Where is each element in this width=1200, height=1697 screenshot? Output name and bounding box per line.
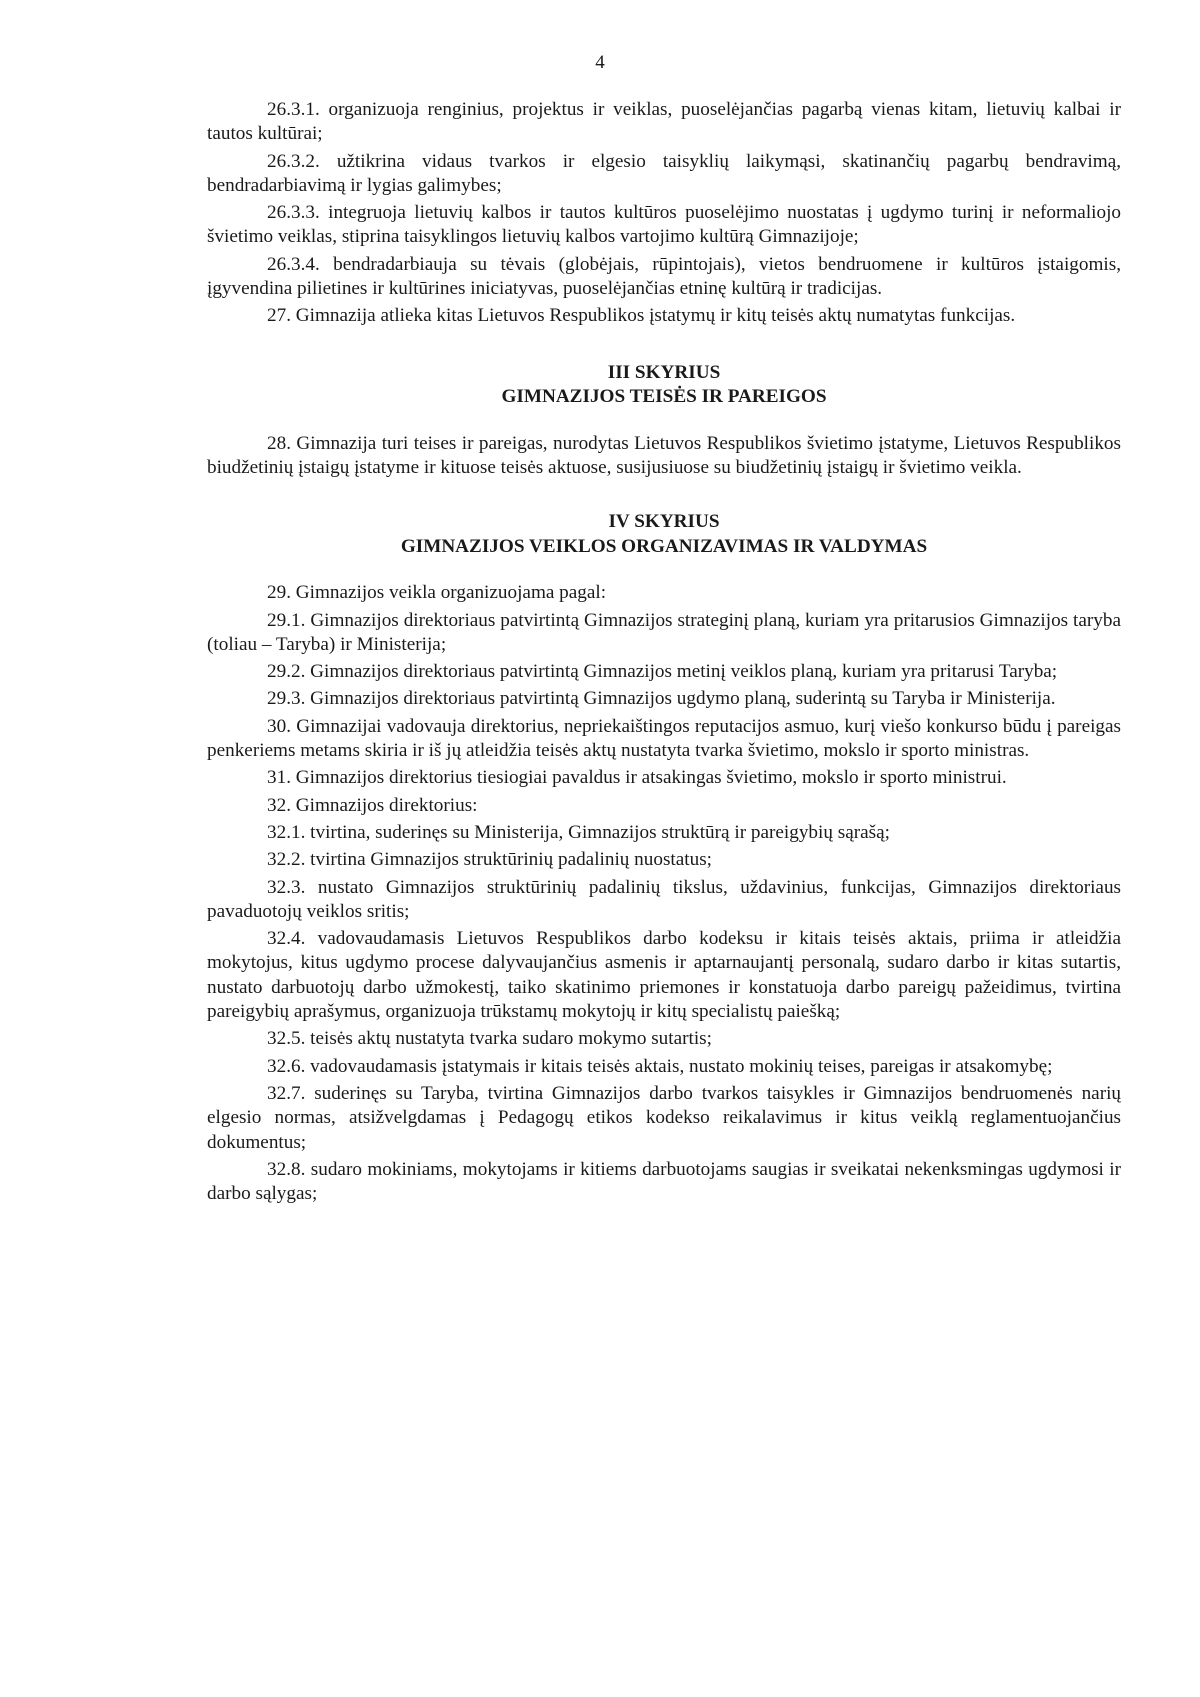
paragraph-26-3-1 (207, 98, 1121, 147)
paragraph-32-5 (207, 1027, 1121, 1051)
paragraph-number: 28. (267, 432, 291, 454)
section-heading-3 (207, 361, 1121, 410)
paragraph-text: tvirtina Gimnazijos struktūrinių padalinių nuostatus; (310, 849, 712, 871)
paragraph-text: vadovaudamasis Lietuvos Respublikos darbo kodeksu ir kitais teisės aktais, priima ir atleidžia mokytojus, kitus ugdymo procese dalyvaujančius asmenis ir aptarnaujantį personalą, sudaro darbo ir kitas sutartis, nustato darbuotojų darbo užmokestį, taiko skatinimo priemones ir konstatuoja darbo pareigų pažeidimus, tvirtina pareigybių aprašymus, organizuoja trūkstamų mokytojų ir kitų specialistų paiešką; (207, 928, 1122, 1023)
paragraph-number: 26.3.4. (267, 253, 320, 275)
paragraph-text: tvirtina, suderinęs su Ministerija, Gimnazijos struktūrą ir pareigybių sąrašą; (310, 821, 890, 843)
paragraph-number: 29.1. (267, 609, 306, 631)
paragraph-27 (207, 304, 1121, 328)
paragraph-text: Gimnazijos direktoriaus patvirtintą Gimnazijos ugdymo planą, suderintą su Taryba ir Ministerija. (310, 688, 1056, 710)
page-number: 4 (595, 52, 605, 73)
paragraph-number: 32.5. (267, 1028, 306, 1050)
paragraph-number: 29.2. (267, 661, 306, 683)
section-heading-4 (207, 510, 1121, 559)
paragraph-number: 32. (267, 794, 291, 816)
paragraph-text: Gimnazijos direktorius tiesiogiai pavaldus ir atsakingas švietimo, mokslo ir sporto ministrui. (295, 767, 1007, 789)
paragraph-29-1 (207, 609, 1121, 658)
paragraph-32-1 (207, 821, 1121, 845)
paragraph-text: integruoja lietuvių kalbos ir tautos kultūros puoselėjimo nuostatas į ugdymo turinį ir neformaliojo švietimo veiklas, stiprina taisyklingos lietuvių kalbos vartojimo kultūrą Gimnazijoje; (207, 202, 1121, 248)
paragraph-text: Gimnazijos veikla organizuojama pagal: (295, 582, 607, 604)
paragraph-32 (207, 794, 1121, 818)
paragraph-29-3 (207, 687, 1121, 711)
paragraph-26-3-3 (207, 201, 1121, 250)
paragraph-26-3-2 (207, 150, 1121, 199)
paragraph-number: 32.8. (267, 1158, 306, 1180)
paragraph-32-4 (207, 927, 1121, 1024)
paragraph-number: 31. (267, 767, 291, 789)
paragraph-text: užtikrina vidaus tvarkos ir elgesio taisyklių laikymąsi, skatinančių pagarbų bendravimą, bendradarbiavimą ir lygias galimybes; (207, 150, 1122, 196)
document-body (207, 98, 1121, 1209)
section-title: GIMNAZIJOS VEIKLOS ORGANIZAVIMAS IR VALDYMAS (400, 535, 928, 557)
paragraph-32-3 (207, 876, 1121, 925)
paragraph-31 (207, 766, 1121, 790)
paragraph-26-3-4 (207, 253, 1121, 302)
paragraph-number: 32.4. (267, 928, 306, 950)
paragraph-32-7 (207, 1082, 1121, 1155)
paragraph-number: 32.6. (267, 1055, 306, 1077)
paragraph-number: 30. (267, 715, 291, 737)
paragraph-text: Gimnazijos direktoriaus patvirtintą Gimnazijos strateginį planą, kuriam yra pritarusios Gimnazijos taryba (toliau – Taryba) ir Ministerija; (207, 609, 1122, 655)
paragraph-text: organizuoja renginius, projektus ir veiklas, puoselėjančias pagarbą vienas kitam, lietuvių kalbai ir tautos kultūrai; (207, 99, 1121, 145)
paragraph-text: Gimnazija turi teises ir pareigas, nurodytas Lietuvos Respublikos švietimo įstatyme, Lietuvos Respublikos biudžetinių įstaigų įstatyme ir kituose teisės aktuose, susijusiuose su biudžetinių įstaigų ir švietimo veikla. (207, 432, 1121, 478)
paragraph-text: vadovaudamasis įstatymais ir kitais teisės aktais, nustato mokinių teises, pareigas ir atsakomybę; (310, 1055, 1053, 1077)
paragraph-29 (207, 581, 1121, 605)
paragraph-number: 32.7. (267, 1082, 306, 1104)
paragraph-32-6 (207, 1055, 1121, 1079)
paragraph-text: suderinęs su Taryba, tvirtina Gimnazijos darbo tvarkos taisykles ir Gimnazijos bendruomenės narių elgesio normas, atsižvelgdamas į Pedagogų etikos kodekso reikalavimus ir kitus veiklą reglamentuojančius dokumentus; (207, 1082, 1122, 1153)
paragraph-29-2 (207, 660, 1121, 684)
paragraph-number: 29.3. (267, 688, 306, 710)
paragraph-number: 26.3.3. (267, 202, 320, 224)
paragraph-32-2 (207, 848, 1121, 872)
paragraph-text: nustato Gimnazijos struktūrinių padalinių tikslus, uždavinius, funkcijas, Gimnazijos direktoriaus pavaduotojų veiklos sritis; (207, 876, 1122, 922)
paragraph-text: Gimnazijos direktorius: (295, 794, 478, 816)
paragraph-number: 32.3. (267, 876, 306, 898)
paragraph-number: 26.3.1. (267, 99, 320, 120)
paragraph-text: Gimnazijai vadovauja direktorius, nepriekaištingos reputacijos asmuo, kurį viešo konkurso būdu į pareigas penkeriems metams skiria ir iš jų atleidžia teisės aktų nustatyta tvarka švietimo, mokslo ir sporto ministras. (207, 715, 1121, 762)
paragraph-text: Gimnazija atlieka kitas Lietuvos Respublikos įstatymų ir kitų teisės aktų numatytas funkcijas. (295, 305, 1016, 327)
paragraph-number: 29. (267, 582, 291, 604)
paragraph-number: 32.1. (267, 821, 306, 843)
paragraph-30 (207, 715, 1121, 764)
paragraph-number: 32.2. (267, 849, 306, 871)
paragraph-32-8 (207, 1158, 1121, 1207)
paragraph-text: Gimnazijos direktoriaus patvirtintą Gimnazijos metinį veiklos planą, kuriam yra pritarusi Taryba; (310, 661, 1058, 683)
paragraph-text: teisės aktų nustatyta tvarka sudaro mokymo sutartis; (310, 1028, 712, 1050)
paragraph-number: 27. (267, 305, 291, 327)
section-title: GIMNAZIJOS TEISĖS IR PAREIGOS (501, 386, 827, 408)
paragraph-text: bendradarbiauja su tėvais (globėjais, rūpintojais), vietos bendruomene ir kultūros įstaigomis, įgyvendina pilietines ir kultūrines iniciatyvas, puoselėjančias etninę kultūrą ir tradicijas. (207, 253, 1121, 300)
section-label: IV SKYRIUS (608, 511, 720, 533)
paragraph-number: 26.3.2. (267, 150, 320, 172)
section-label: III SKYRIUS (607, 361, 721, 383)
paragraph-28 (207, 432, 1121, 481)
paragraph-text: sudaro mokiniams, mokytojams ir kitiems darbuotojams saugias ir sveikatai nekenksmingas ugdymosi ir darbo sąlygas; (207, 1158, 1122, 1205)
